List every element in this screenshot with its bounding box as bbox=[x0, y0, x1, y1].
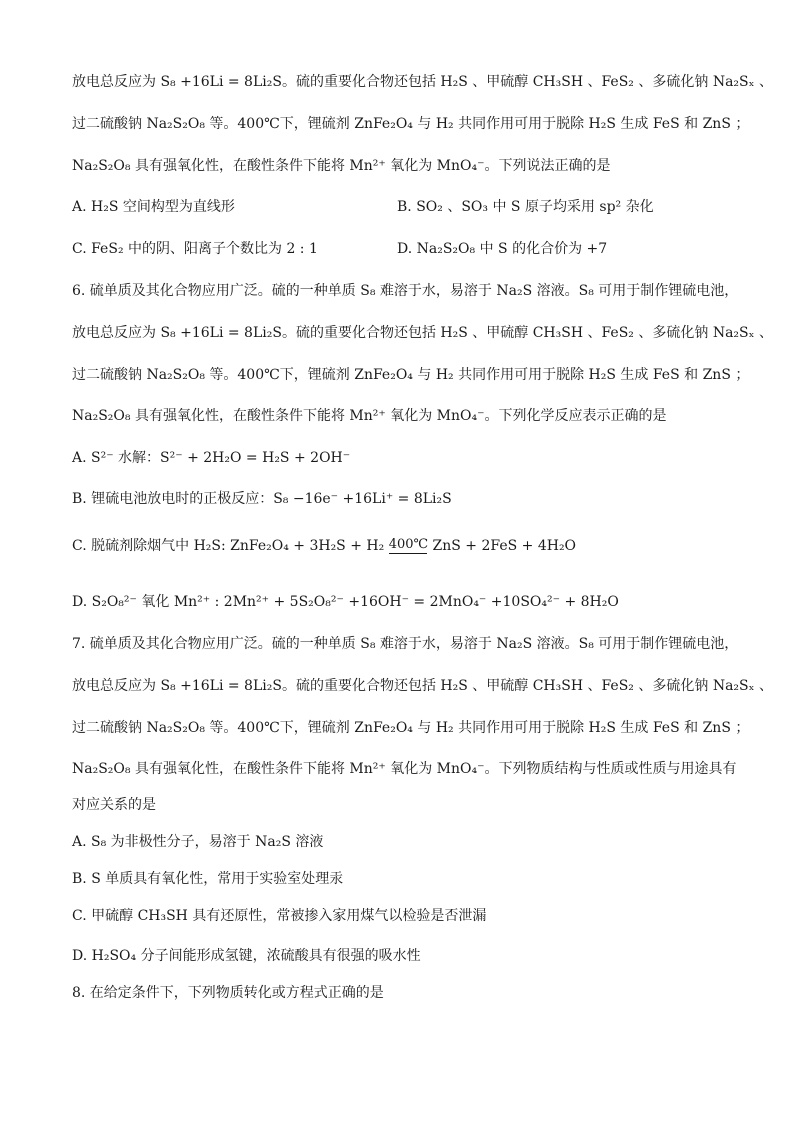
q5-option-a: A. H₂S 空间构型为直线形 bbox=[72, 199, 235, 215]
q6-stem-line-1: 6. 硫单质及其化合物应用广泛。硫的一种单质 S₈ 难溶于水，易溶于 Na₂S 溶液。S₈ 可用于制作锂硫电池， bbox=[72, 283, 739, 299]
reaction-condition-label: 400℃ bbox=[388, 537, 429, 552]
q8-stem-line-1: 8. 在给定条件下，下列物质转化或方程式正确的是 bbox=[72, 985, 384, 1001]
reaction-condition bbox=[389, 538, 428, 554]
q6-option-c-products: ZnS + 2FeS + 4H₂O bbox=[428, 538, 577, 554]
q5-option-d: D. Na₂S₂O₈ 中 S 的化合价为 +7 bbox=[397, 241, 608, 257]
reaction-arrow-bar bbox=[389, 553, 427, 554]
q5-stem-line-3: Na₂S₂O₈ 具有强氧化性，在酸性条件下能将 Mn²⁺ 氧化为 MnO₄⁻。下列说法正确的是 bbox=[72, 158, 611, 174]
q6-option-b: B. 锂硫电池放电时的正极反应：S₈ −16e⁻ +16Li⁺ = 8Li₂S bbox=[72, 491, 452, 507]
q5-stem-line-1: 放电总反应为 S₈ +16Li = 8Li₂S。硫的重要化合物还包括 H₂S 、甲硫醇 CH₃SH 、FeS₂ 、多硫化钠 Na₂Sₓ 、 bbox=[72, 74, 774, 90]
q6-option-c-reactants: C. 脱硫剂除烟气中 H₂S: ZnFe₂O₄ + 3H₂S + H₂ bbox=[72, 538, 389, 554]
q6-option-a: A. S²⁻ 水解：S²⁻ + 2H₂O = H₂S + 2OH⁻ bbox=[72, 450, 351, 466]
q7-stem-line-5: 对应关系的是 bbox=[72, 797, 156, 813]
q7-option-c: C. 甲硫醇 CH₃SH 具有还原性，常被掺入家用煤气以检验是否泄漏 bbox=[72, 908, 487, 924]
q7-stem-line-4: Na₂S₂O₈ 具有强氧化性，在酸性条件下能将 Mn²⁺ 氧化为 MnO₄⁻。下列物质结构与性质或性质与用途具有 bbox=[72, 761, 737, 777]
q6-stem-line-3: 过二硫酸钠 Na₂S₂O₈ 等。400℃下，锂硫剂 ZnFe₂O₄ 与 H₂ 共同作用可用于脱除 H₂S 生成 FeS 和 ZnS ； bbox=[72, 367, 750, 383]
q6-stem-line-2: 放电总反应为 S₈ +16Li = 8Li₂S。硫的重要化合物还包括 H₂S 、甲硫醇 CH₃SH 、FeS₂ 、多硫化钠 Na₂Sₓ 、 bbox=[72, 325, 774, 341]
q7-option-b: B. S 单质具有氧化性，常用于实验室处理汞 bbox=[72, 871, 344, 887]
q7-stem-line-3: 过二硫酸钠 Na₂S₂O₈ 等。400℃下，锂硫剂 ZnFe₂O₄ 与 H₂ 共同作用可用于脱除 H₂S 生成 FeS 和 ZnS ； bbox=[72, 720, 750, 736]
q7-option-a: A. S₈ 为非极性分子，易溶于 Na₂S 溶液 bbox=[72, 834, 324, 850]
q5-option-c: C. FeS₂ 中的阴、阳离子个数比为 2 : 1 bbox=[72, 241, 318, 257]
q6-option-d: D. S₂O₈²⁻ 氧化 Mn²⁺ : 2Mn²⁺ + 5S₂O₈²⁻ +16OH⁻ = 2MnO₄⁻ +10SO₄²⁻ + 8H₂O bbox=[72, 594, 619, 610]
q5-option-b: B. SO₂ 、SO₃ 中 S 原子均采用 sp² 杂化 bbox=[397, 199, 654, 215]
q6-option-c bbox=[72, 536, 576, 556]
q7-stem-line-2: 放电总反应为 S₈ +16Li = 8Li₂S。硫的重要化合物还包括 H₂S 、甲硫醇 CH₃SH 、FeS₂ 、多硫化钠 Na₂Sₓ 、 bbox=[72, 678, 774, 694]
q6-stem-line-4: Na₂S₂O₈ 具有强氧化性，在酸性条件下能将 Mn²⁺ 氧化为 MnO₄⁻。下列化学反应表示正确的是 bbox=[72, 408, 667, 424]
q5-stem-line-2: 过二硫酸钠 Na₂S₂O₈ 等。400℃下，锂硫剂 ZnFe₂O₄ 与 H₂ 共同作用可用于脱除 H₂S 生成 FeS 和 ZnS ； bbox=[72, 116, 750, 132]
q7-stem-line-1: 7. 硫单质及其化合物应用广泛。硫的一种单质 S₈ 难溶于水，易溶于 Na₂S 溶液。S₈ 可用于制作锂硫电池， bbox=[72, 636, 739, 652]
q7-option-d: D. H₂SO₄ 分子间能形成氢键，浓硫酸具有很强的吸水性 bbox=[72, 948, 421, 964]
